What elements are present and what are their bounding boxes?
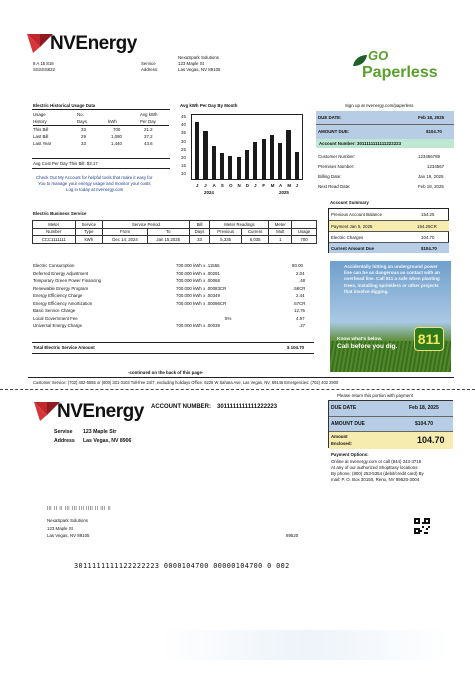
x-tick-label: S xyxy=(220,183,224,188)
summary-value: 104.70 xyxy=(421,235,435,240)
service-table xyxy=(32,220,317,244)
amount-due-value: $104.70 xyxy=(426,129,442,134)
account-summary-box xyxy=(328,208,449,253)
service-hdr: Mult xyxy=(269,228,292,236)
charge-label: Renewable Energy Program xyxy=(33,285,89,291)
charge-amount: .48 xyxy=(299,278,306,283)
usage-hdr: Avg kWh xyxy=(140,112,158,117)
call-811-ad xyxy=(330,261,451,372)
stub-service-value: 123 Maple Str xyxy=(83,429,117,435)
charge-rate: 700.000 kWh x .11555 xyxy=(176,263,220,268)
summary-label: Payment Jan 5, 2025 xyxy=(331,224,373,229)
mail-code: 89520 xyxy=(286,533,299,538)
charge-label: Electric Consumption xyxy=(33,263,75,268)
service-hdr: To xyxy=(147,228,189,236)
chart-bar xyxy=(220,153,224,180)
please-return: Please return this portion with payment xyxy=(337,393,413,398)
info-label: Customer Number: xyxy=(318,154,356,159)
charge-amount: 2.04 xyxy=(296,270,305,276)
x-tick-label: M xyxy=(287,183,291,188)
continued-note: -continued on the back of this page- xyxy=(128,370,204,375)
charge-amount: .27 xyxy=(299,323,306,328)
x-tick-label: J xyxy=(204,183,207,188)
chart-bar xyxy=(237,157,241,180)
scanline: 3011111111122222223 0000104700 00000104700 0 002 xyxy=(74,562,290,570)
account-ref-line2: SSSSS822 xyxy=(33,67,55,72)
service-hdr: Bill xyxy=(189,221,210,229)
usage-hdr: Per Day xyxy=(140,119,156,124)
header-company: NexaSpark Solutions xyxy=(178,55,220,60)
charge-rate: 700.000 kWh x .00068 xyxy=(176,278,220,283)
info-value: 1234567 xyxy=(427,164,445,169)
avg-cost: Avg Cost Per Day This Bill: $3.17 xyxy=(33,161,98,166)
summary-label: Current Amount Due xyxy=(331,246,375,251)
service-hdr: Meter Readings xyxy=(210,221,269,229)
x-axis-ticks xyxy=(193,183,301,189)
service-cell: 5,335 xyxy=(210,236,241,244)
y-tick-label: 25 xyxy=(181,146,186,152)
info-value: Feb 18, 2025 xyxy=(418,184,444,189)
x-tick-label: J xyxy=(254,183,257,188)
service-title: Electric Business Service xyxy=(33,211,87,216)
usage-cell: 43.6 xyxy=(144,141,153,146)
service-cell: 700 xyxy=(292,236,317,244)
mail-company: NexaSpark Solutions xyxy=(47,518,89,523)
payment-option: Online at nvenergy.com or call (844) 343-3719 xyxy=(331,459,422,464)
service-cell: Dec 14, 2024 xyxy=(103,236,148,244)
x-tick-label: A xyxy=(212,183,216,188)
account-number: Account Number: 3011111111111222223 xyxy=(319,141,402,146)
y-tick-label: 15 xyxy=(181,163,186,169)
due-box xyxy=(316,111,454,139)
stub-enclosed-label: Enclosed: xyxy=(331,441,352,446)
usage-hdr: No. xyxy=(77,112,84,117)
header-city: Las Vegas, NV 89105 xyxy=(178,67,221,72)
summary-label: Previous Account Balance xyxy=(331,212,383,217)
year-label: 2025 xyxy=(279,190,289,195)
x-tick-label: F xyxy=(262,183,266,188)
tear-line xyxy=(0,389,475,390)
total-label: Total Electric Service Amount xyxy=(33,345,95,350)
promo-line: You to manage your energy usage and monitor your costs xyxy=(38,181,151,186)
charge-rate: 700.000 kWh x .00039 xyxy=(176,323,220,328)
service-hdr: From xyxy=(103,228,148,236)
usage-cell: 29 xyxy=(81,134,86,139)
stub-address-value: Las Vegas, NV 8906 xyxy=(83,438,132,444)
summary-label: Electric Charges xyxy=(331,235,364,240)
service-hdr: Days xyxy=(189,228,210,236)
charge-amount: 12.75 xyxy=(294,308,305,313)
service-hdr xyxy=(292,221,317,229)
stub-amount-due: $104.70 xyxy=(415,421,434,427)
brand-name: NVEnergy xyxy=(50,33,137,54)
summary-value: $104.70 xyxy=(421,246,437,251)
charge-rate: 700.000 kWh x .00096CR xyxy=(176,300,227,306)
usage-cell: 33 xyxy=(81,127,86,132)
payment-option: By phone: (800) 253-5354 (debit/credit card) By xyxy=(331,471,424,476)
chart-bar xyxy=(286,130,290,180)
usage-cell: 1,080 xyxy=(111,134,122,139)
charge-amount: .67CR xyxy=(293,300,306,306)
service-hdr: Current xyxy=(241,228,269,236)
chart-bar xyxy=(228,156,232,180)
chart-title: Avg kWh Per Day By Month xyxy=(180,103,238,108)
x-tick-label: D xyxy=(245,183,249,188)
charge-amount: 4.97 xyxy=(296,315,305,321)
amount-due-label: AMOUNT DUE: xyxy=(318,129,350,134)
x-tick-label: O xyxy=(229,183,233,188)
charge-amount: .58CR xyxy=(293,285,306,291)
service-label: Service xyxy=(141,61,156,66)
charges-list xyxy=(33,263,313,333)
paperless-text: Paperless xyxy=(362,64,438,81)
usage-cell: 37.2 xyxy=(144,134,153,139)
stub-account-number: 3011111111111222223 xyxy=(217,404,278,410)
x-tick-label: J xyxy=(295,183,299,188)
service-cell: 1 xyxy=(269,236,292,244)
summary-value: 154.25CR xyxy=(417,224,437,229)
usage-cell: 1,440 xyxy=(111,141,122,146)
charge-label: Energy Efficiency Amortization xyxy=(33,300,93,306)
usage-hdr: History xyxy=(33,119,47,124)
promo-line: Log in today at nvenergy.com xyxy=(66,187,124,192)
mail-city: Las Vegas, NV 89105 xyxy=(47,533,90,538)
chart-bar xyxy=(295,152,299,180)
info-value: Jan 19, 2025 xyxy=(418,174,444,179)
y-tick-label: 45 xyxy=(181,114,186,119)
postal-barcode: lll ll ll lll lll lll llll ll lll ll xyxy=(47,506,112,512)
chart-bar xyxy=(262,139,266,180)
charge-amount: 2.44 xyxy=(296,293,305,298)
info-value: 123456789 xyxy=(418,154,440,159)
service-hdr: Service xyxy=(75,221,103,229)
stub-due-date: Feb 18, 2025 xyxy=(409,405,439,411)
charge-label: Energy Efficiency Charge xyxy=(33,293,83,298)
charge-label: Universal Energy Charge xyxy=(33,323,83,328)
due-date-value: Feb 18, 2025 xyxy=(418,115,445,120)
stub-account-label: ACCOUNT NUMBER: xyxy=(151,404,211,410)
usage-cell: 700 xyxy=(113,127,121,132)
go-paperless-logo xyxy=(352,48,438,88)
stub-enclosed-amount[interactable]: 104.70 xyxy=(417,435,445,445)
due-date-label: DUE DATE: xyxy=(318,115,342,120)
charge-rate: 5% xyxy=(225,315,232,321)
payment-options-title: Payment Options: xyxy=(331,452,369,457)
bar-area xyxy=(193,119,301,180)
badge-811-icon xyxy=(414,327,444,351)
y-tick-label: 10 xyxy=(181,171,186,177)
ad-text: Accidentally hitting an underground power line can be as dangerous as contact with an overhead line. Call 811 a safe when planting trees, installing sprinklers or other projects that involve digging. xyxy=(344,264,440,294)
charge-rate: 700.000 kWh x .00083CR xyxy=(176,285,227,291)
x-tick-label: J xyxy=(195,183,199,188)
charge-label: Deferred Energy Adjustment xyxy=(33,270,89,276)
usage-hdr: Usage xyxy=(33,112,46,117)
x-tick-label: A xyxy=(279,183,283,188)
usage-cell: Last Year xyxy=(33,141,52,146)
usage-chart xyxy=(181,109,307,199)
chart-bar xyxy=(245,150,249,180)
charge-label: Basic Service Charge xyxy=(33,308,76,313)
usage-title: Electric Historical Usage Data xyxy=(33,103,96,108)
usage-hdr: Days xyxy=(77,119,88,124)
ad-tagline-2: Call before you dig. xyxy=(337,343,398,350)
info-label: Billing Date: xyxy=(318,174,342,179)
usage-cell: 33 xyxy=(81,141,86,146)
charge-label: Temporary Green Power Financing xyxy=(33,278,102,283)
chart-bar xyxy=(203,131,207,180)
watermark xyxy=(160,630,450,660)
service-hdr: Previous xyxy=(210,228,241,236)
y-axis-ticks xyxy=(181,114,190,180)
chart-bar xyxy=(195,122,199,180)
chart-bar xyxy=(212,146,216,180)
service-cell: kWh xyxy=(75,236,103,244)
stub-due-box xyxy=(328,400,453,448)
charge-rate: 700.000 kWh x .00349 xyxy=(176,293,220,298)
service-cell: 33 xyxy=(189,236,210,244)
header-street: 123 Maple St xyxy=(178,61,204,66)
service-hdr: Type xyxy=(75,228,103,236)
stub-amount-label: Amount xyxy=(331,434,348,439)
service-hdr: Number xyxy=(33,228,76,236)
stub-address-label: Address xyxy=(54,438,75,444)
payment-option: mail: P. O. Box 30150, Reno, NV 89520-3004 xyxy=(331,477,420,482)
ad-tagline-1: Know what's below. xyxy=(337,337,383,342)
stub-due-date-label: DUE DATE xyxy=(331,405,357,411)
address-label: Address: xyxy=(141,67,159,72)
service-cell: Jan 15,2025 xyxy=(147,236,189,244)
y-tick-label: 20 xyxy=(181,155,186,160)
go-text: GO xyxy=(368,48,389,63)
account-summary-title: Account Summary xyxy=(330,200,369,205)
x-tick-label: M xyxy=(270,183,275,188)
stub-service-label: Servise xyxy=(54,429,73,435)
charge-label: Local Government Fee xyxy=(33,315,78,321)
usage-cell: This Bill xyxy=(33,127,49,132)
service-hdr: Service Period xyxy=(103,221,189,229)
qr-code-icon xyxy=(414,518,430,534)
charge-rate: 700.000 kWh x .00291 xyxy=(176,270,220,276)
y-tick-label: 30 xyxy=(181,138,186,144)
usage-cell: Last Bill xyxy=(33,134,49,139)
customer-service: Customer Service: (702) 402-5555 or (800) 331-3103 Toll-free 24/7, excluding holidays Office: 6226 W Sahara Ave, Las Vegas, NV, 89146 Emergencies: (702) 402 2900 xyxy=(33,380,339,385)
service-hdr: Meter xyxy=(269,221,292,229)
promo-line: Check Out My Account for helpful tools that make it easy for xyxy=(36,175,153,180)
mail-street: 123 Maple St xyxy=(47,526,73,531)
chart-bar xyxy=(253,142,257,180)
chart-bar xyxy=(270,135,274,180)
total-value: $ 104.70 xyxy=(287,345,305,350)
usage-cell: 21.2 xyxy=(144,127,153,132)
service-hdr: Meter xyxy=(33,221,76,229)
year-label: 2024 xyxy=(204,190,214,195)
signup-text: Sign up at nvenergy.com/paperless xyxy=(345,103,414,108)
y-tick-label: 35 xyxy=(181,130,186,136)
payment-option: At any of our authorized ShopEasy locations xyxy=(331,465,418,470)
y-tick-label: 40 xyxy=(181,122,186,128)
badge-811-text: 811 xyxy=(417,331,441,347)
info-label: Premises Number: xyxy=(318,164,355,169)
service-cell: 6,035 xyxy=(241,236,269,244)
stub-brand-name: NVEnergy xyxy=(57,401,144,422)
account-number-bar xyxy=(316,139,454,148)
chart-bar xyxy=(278,143,282,180)
stub-amount-due-label: AMOUNT DUE xyxy=(331,421,365,427)
service-cell: CCC1111111 xyxy=(33,236,76,244)
info-label: Next Read Date: xyxy=(318,184,351,189)
x-tick-label: N xyxy=(237,183,241,188)
service-hdr: Usage xyxy=(292,228,317,236)
summary-value: 154.25 xyxy=(421,212,435,217)
account-ref-line1: 8 A 15 816 xyxy=(33,61,54,66)
usage-hdr: kWh xyxy=(108,119,117,124)
charge-amount: 80.00 xyxy=(292,263,303,268)
